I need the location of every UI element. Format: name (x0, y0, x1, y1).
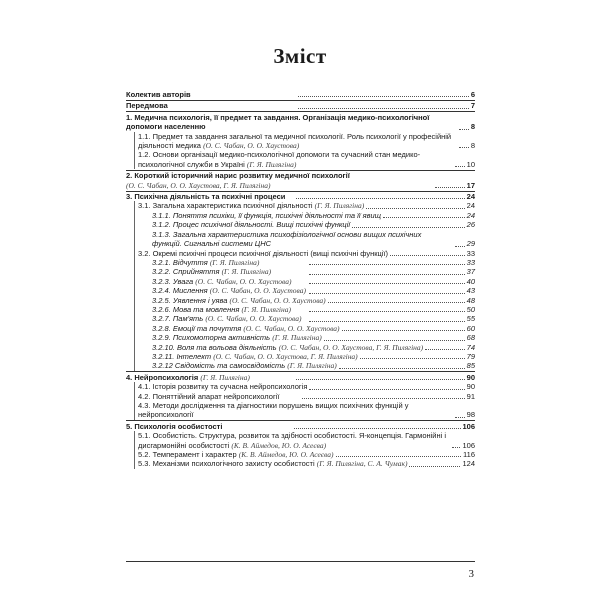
toc-entry[interactable] (138, 459, 475, 468)
toc-entry-title: 3.1.1. Поняття психіки, її функція, психічні діяльності та її явищ (152, 210, 382, 220)
toc-entry-title: 1. Медична психологія, її предмет та завдання. Організація медико-психологічної допомоги населенню (126, 112, 430, 132)
leader-dots (309, 264, 464, 265)
page-title: Зміст (273, 44, 327, 68)
toc-entry-title: 5.3. Механізми психологічного захисту особистості (Г. Я. Пилягіна, С. А. Чумак) (138, 459, 408, 469)
toc-entry-title: 3.2.12 Свідомість та самосвідомість (Г. Я. Пилягіна) (152, 361, 337, 371)
leader-dots (309, 321, 464, 322)
toc-entry[interactable] (138, 343, 475, 352)
leader-dots (459, 147, 469, 148)
toc-page-number: 48 (466, 295, 475, 305)
toc-page-number: 24 (466, 210, 475, 220)
table-of-contents (126, 90, 475, 469)
page-number: 3 (468, 568, 474, 580)
toc-entry-title: 2. Короткий історичний нарис розвитку медичної психології (О. С. Чабан, О. О. Хаустова, Г. Я. Пилягіна) (126, 171, 350, 190)
toc-page-number: 26 (466, 220, 475, 230)
leader-dots (435, 187, 465, 188)
toc-entry-title: 3.2.2. Сприйняття (Г. Я. Пилягіна) (152, 267, 272, 277)
leader-dots (302, 398, 464, 399)
leader-dots (309, 293, 464, 294)
leader-dots (455, 417, 465, 418)
toc-entry-title: 3.2.7. Пам'ять (О. С. Чабан, О. О. Хаустова) (152, 314, 302, 324)
toc-page-number: 116 (463, 450, 475, 460)
toc-entry[interactable] (138, 382, 475, 391)
toc-entry-title: Передмова (126, 101, 168, 111)
leader-dots (352, 227, 465, 228)
leader-dots (342, 330, 465, 331)
leader-dots (309, 283, 464, 284)
leader-dots (452, 447, 460, 448)
leader-dots (324, 340, 465, 341)
leader-dots (409, 466, 460, 467)
toc-entry[interactable] (138, 132, 475, 151)
toc-page-number: 90 (466, 382, 475, 392)
toc-entry[interactable] (126, 113, 475, 132)
toc-page-number: 8 (470, 141, 475, 151)
toc-entry-title: 3.2.5. Уявлення і уява (О. С. Чабан, О. О. Хаустова) (152, 295, 326, 305)
toc-entry[interactable] (138, 150, 475, 169)
leader-dots (366, 208, 464, 209)
toc-entry[interactable] (138, 401, 475, 420)
toc-entry[interactable] (126, 422, 475, 431)
toc-entry[interactable] (138, 324, 475, 333)
toc-entry-title: 5. Психологія особистості (126, 421, 223, 431)
leader-dots (360, 358, 465, 359)
toc-entry[interactable] (138, 230, 475, 249)
leader-dots (328, 302, 465, 303)
toc-page-number: 74 (466, 342, 475, 352)
toc-entry-title: 3.2.1. Відчуття (Г. Я. Пилягіна) (152, 257, 260, 267)
toc-page-number: 29 (466, 239, 475, 249)
section-group (134, 201, 475, 370)
toc-page-number: 98 (466, 410, 475, 420)
toc-entry-title: 3.2.11. Інтелект (О. С. Чабан, О. О. Хаустова, Г. Я. Пилягіна) (152, 351, 358, 361)
toc-entry-title: 3.2.6. Мова та мовлення (Г. Я. Пилягіна) (152, 304, 291, 314)
leader-dots (296, 198, 464, 199)
leader-dots (425, 349, 465, 350)
leader-dots (294, 428, 460, 429)
leader-dots (390, 255, 465, 256)
toc-entry[interactable] (138, 201, 475, 210)
toc-page-number: 6 (470, 90, 476, 99)
toc-entry-title: 1.1. Предмет та завдання загальної та медичної психології. Роль психології у професійній діяльності медика (О. С. Чабан, О. О. Хаустова) (138, 131, 452, 151)
leader-dots (383, 217, 465, 218)
toc-entry-title: 4.1. Історія розвитку та сучасна нейропсихологія (138, 382, 308, 392)
toc-entry-title: 3.1.3. Загальна характеристика психофізіологічної основи вищих психічних функцій. Сигнальні системи ЦНС (152, 229, 422, 249)
toc-entry[interactable] (138, 392, 475, 401)
toc-page-number: 91 (466, 391, 475, 401)
toc-entry[interactable] (138, 352, 475, 361)
toc-page-number: 24 (466, 201, 475, 211)
toc-page-number: 7 (470, 101, 476, 111)
toc-entry-title: 4.2. Поняттійний апарат нейропсихології (138, 391, 280, 401)
section-group (134, 431, 475, 469)
toc-entry[interactable] (138, 450, 475, 459)
toc-entry[interactable] (126, 90, 475, 99)
toc-entry[interactable] (138, 220, 475, 229)
toc-entry-title: 3.2.4. Мислення (О. С. Чабан, О. О. Хаустова) (152, 286, 306, 296)
toc-page-number: 10 (466, 159, 475, 169)
toc-page-number: 33 (466, 257, 475, 267)
toc-entry[interactable] (138, 277, 475, 286)
toc-entry-title: 1.2. Основи організації медико-психологічної допомоги та сучасний стан медико-психологічної служби в Україні (Г. Я. Пилягіна) (138, 150, 421, 169)
toc-entry-title: 3.1.2. Процес психічної діяльності. Вищі психічні функції (152, 220, 351, 230)
toc-page-number: 17 (466, 180, 475, 190)
toc-entry-title: 4.3. Методи дослідження та діагностики порушень вищих психічних функцій у нейропсихології (138, 401, 409, 420)
toc-entry[interactable] (138, 314, 475, 323)
leader-dots (298, 108, 468, 109)
toc-entry[interactable] (138, 333, 475, 342)
toc-page-number: 43 (466, 286, 475, 296)
toc-page-number: 68 (466, 333, 475, 343)
toc-entry[interactable] (138, 211, 475, 220)
toc-entry-title: 3.2. Окремі психічні процеси психічної діяльності (вищі психічні функції) (138, 248, 389, 258)
toc-entry[interactable] (138, 305, 475, 314)
toc-entry[interactable] (126, 171, 475, 190)
toc-page-number: 55 (466, 314, 475, 324)
toc-page-number: 33 (466, 248, 475, 258)
toc-entry-title: 3.1. Загальна характеристика психічної діяльності (Г. Я. Пилягіна) (138, 201, 365, 211)
leader-dots (296, 379, 464, 380)
toc-entry-title: 5.2. Темперамент і характер (К. В. Аймедов, Ю. О. Асеєва) (138, 450, 334, 460)
leader-dots (459, 129, 469, 130)
leader-dots (336, 456, 462, 457)
toc-entry-title: 3.2.8. Емоції та почуття (О. С. Чабан, О. О. Хаустова) (152, 323, 340, 333)
toc-page-number: 24 (466, 192, 475, 202)
toc-entry[interactable] (126, 101, 475, 110)
toc-entry[interactable] (138, 267, 475, 276)
toc-page-number: 40 (466, 276, 475, 286)
toc-entry-title: 3.2.3. Увага (О. С. Чабан, О. О. Хаустова) (152, 276, 292, 286)
toc-page-number: 106 (462, 421, 476, 431)
toc-page-number: 50 (466, 304, 475, 314)
toc-page-number: 79 (466, 351, 475, 361)
footer-rule (126, 561, 475, 562)
toc-entry[interactable] (138, 361, 475, 370)
leader-dots (339, 368, 465, 369)
toc-entry[interactable] (138, 286, 475, 295)
section-group (134, 382, 475, 420)
toc-entry[interactable] (138, 249, 475, 258)
leader-dots (298, 96, 468, 97)
leader-dots (309, 389, 464, 390)
toc-page-number: 8 (470, 122, 475, 132)
section-group (134, 132, 475, 170)
leader-dots (309, 311, 464, 312)
toc-page-number: 60 (466, 323, 475, 333)
toc-entry[interactable] (138, 258, 475, 267)
toc-entry-title: 3. Психічна діяльність та психічні процеси (126, 192, 286, 202)
leader-dots (309, 274, 464, 275)
toc-entry[interactable] (126, 192, 475, 201)
leader-dots (455, 166, 465, 167)
toc-page-number: 85 (466, 361, 475, 371)
toc-entry[interactable] (138, 431, 475, 450)
toc-page-number: 37 (466, 267, 475, 277)
leader-dots (455, 246, 465, 247)
toc-page-number: 90 (466, 372, 475, 382)
toc-entry[interactable] (138, 296, 475, 305)
toc-page-number: 124 (462, 459, 475, 469)
toc-entry-title: 4. Нейропсихологія (Г. Я. Пилягіна) (126, 372, 250, 382)
toc-entry-title: 5.1. Особистість. Структура, розвиток та здібності особистості. Я-концепція. Гармонійні і дисгармонійні особистості (К. В. Аймедов, Ю. О. Асеєва) (138, 431, 447, 450)
toc-page-number: 106 (462, 440, 475, 450)
toc-entry-title: 3.2.9. Психомоторна активність (Г. Я. Пилягіна) (152, 333, 322, 343)
toc-entry[interactable] (126, 373, 475, 382)
toc-entry-title: 3.2.10. Воля та вольова діяльність (О. С. Чабан, О. О. Хаустова, Г. Я. Пилягіна) (152, 342, 424, 352)
toc-entry-title: Колектив авторів (126, 90, 191, 99)
